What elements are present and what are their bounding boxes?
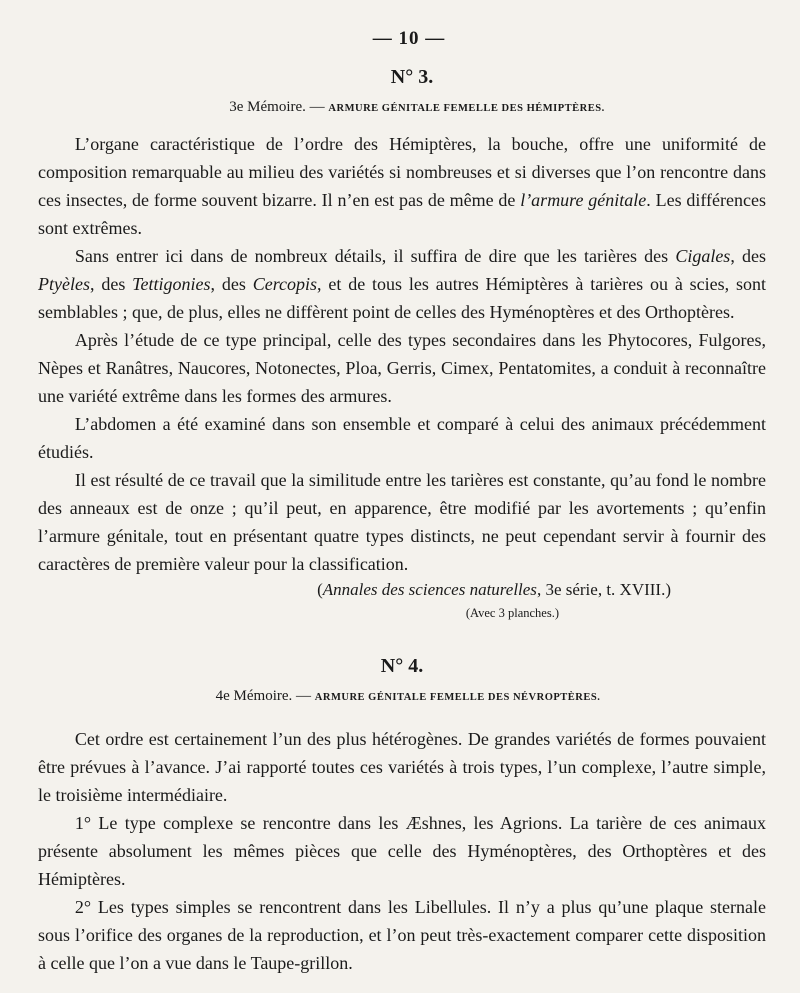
citation-open: ( (317, 580, 323, 599)
paragraph-italic: Tettigonies (132, 274, 211, 294)
paragraph: L’abdomen a été examiné dans son ensemble et comparé à celui des animaux précédemment étudiés. (38, 414, 766, 462)
paragraph-text: Sans entrer ici dans de nombreux détails, il suffira de dire que les tarières des (74, 246, 676, 266)
section-subtitle (50, 688, 766, 705)
section-subtitle (68, 99, 766, 116)
paragraph-text: , des (89, 274, 133, 294)
subtitle-prefix: 3e Mémoire. — (229, 99, 325, 115)
paragraph-italic: Cercopis (252, 274, 318, 294)
paragraph-text: , et de tous les autres Hémiptères à tarières ou à scies, sont semblables ; que, de plus, elles ne diffèrent point de celles des Hyménoptères et des Orthoptères. (38, 274, 767, 322)
paragraph-text: , des (730, 246, 766, 266)
citation (38, 578, 671, 602)
paragraph: Il est résulté de ce travail que la similitude entre les tarières est constante, qu’au fond le nombre des anneaux est de onze ; qu’il peut, en apparence, être modifié par les avortements ; qu’enfin l’armure génitale, tout en présentant quatre types distincts, ne peut cependant servir à fournir des caractères de première valeur pour la classification. (38, 470, 766, 574)
subtitle-caps: ARMURE GÉNITALE FEMELLE DES NÉVROPTÈRES. (314, 692, 601, 703)
subtitle-caps: ARMURE GÉNITALE FEMELLE DES HÉMIPTÈRES. (328, 103, 605, 114)
paragraph-text: , des (210, 274, 253, 294)
section-number: N° 3. (390, 66, 434, 88)
paragraph: Cet ordre est certainement l’un des plus hétérogènes. De grandes variétés de formes pouvaient être prévues à l’avance. J’ai rapporté toutes ces variétés à trois types, l’un complexe, l’autre simple, le troisième intermédiaire. (38, 729, 766, 805)
citation-journal: Annales des sciences naturelles (322, 580, 537, 599)
paragraph-italic: l’armure génitale (520, 190, 647, 210)
citation-rest: , 3e série, t. XVIII.) (536, 580, 671, 599)
paragraph-italic: Ptyèles (38, 274, 90, 294)
paragraph (38, 130, 766, 242)
paragraph (38, 242, 766, 326)
section-number: N° 4. (380, 655, 424, 677)
plates-note: (Avec 3 planches.) (465, 606, 559, 620)
subtitle-prefix: 4e Mémoire. — (215, 688, 312, 704)
paragraph-italic: Cigales (675, 246, 731, 266)
paragraph: 2° Les types simples se rencontrent dans les Libellules. Il n’y a plus qu’une plaque sternale sous l’orifice des organes de la reproduction, et l’on peut très-exactement comparer cette disposition à celle que l’on a vue dans le Taupe-grillon. (38, 897, 766, 973)
page-number: — 10 — (372, 28, 446, 49)
paragraph: Après l’étude de ce type principal, celle des types secondaires dans les Phytocores, Fulgores, Nèpes et Ranâtres, Naucores, Notonectes, Ploa, Gerris, Cimex, Pentatomites, a conduit à reconnaître une variété extrême dans les formes des armures. (38, 330, 766, 406)
paragraph: 1° Le type complexe se rencontre dans les Æshnes, les Agrions. La tarière de ces animaux présente absolument les mêmes pièces que celle des Hyménoptères, des Orthoptères et des Hémiptères. (38, 813, 766, 889)
paragraph-text: L’organe caractéristique de l’ordre des Hémiptères, la bouche, offre une uniformité de composition remarquable au milieu des variétés si nombreuses et si diverses que l’on rencontre dans ces insectes, de forme souvent bizarre. Il n’en est pas de même de (38, 134, 766, 210)
paragraph-text: . Les différences sont extrêmes. (38, 190, 767, 238)
